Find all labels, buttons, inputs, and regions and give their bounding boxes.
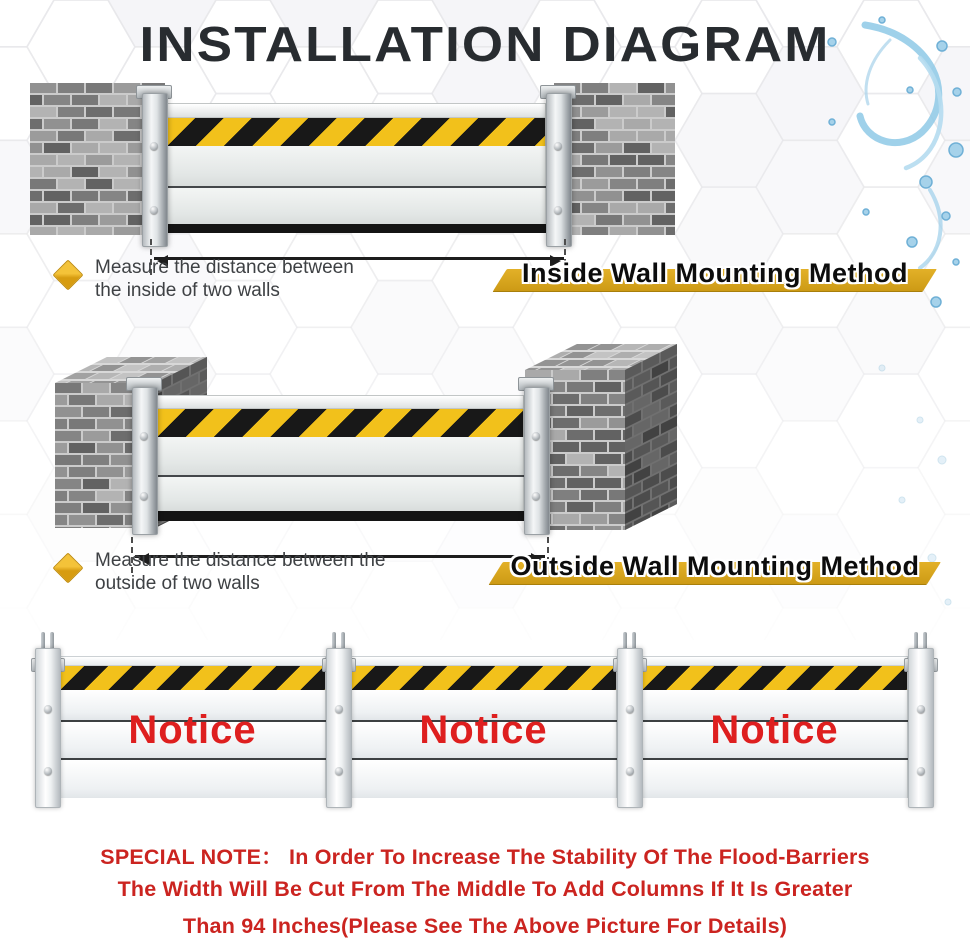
inside-method-label: Inside Wall Mounting Method xyxy=(522,258,908,288)
notice-label: Notice xyxy=(128,708,257,752)
notice-label: Notice xyxy=(419,708,548,752)
barrier-post xyxy=(908,648,934,808)
barrier-board xyxy=(156,437,524,475)
brick-wall-right xyxy=(554,83,675,235)
barrier-post xyxy=(35,648,61,808)
notice-panel xyxy=(350,656,617,796)
barrier-board xyxy=(156,477,524,511)
mounting-post-left xyxy=(132,387,158,535)
notice-panel xyxy=(59,656,326,796)
barrier-board xyxy=(166,188,546,224)
outside-measure-caption: Measure the distance between the outside of two walls xyxy=(95,550,386,594)
hazard-stripe xyxy=(156,409,524,437)
hazard-stripe xyxy=(166,118,546,146)
flood-barrier-panel xyxy=(156,395,524,521)
notice-label: Notice xyxy=(710,708,839,752)
special-note-line3: Than 94 Inches(Please See The Above Picture For Details) xyxy=(182,914,788,938)
barrier-top-rail xyxy=(156,395,524,409)
barrier-board xyxy=(166,146,546,186)
water-splash-icon xyxy=(770,0,970,630)
barrier-post xyxy=(326,648,352,808)
barrier-top-rail xyxy=(166,103,546,118)
inside-measure-caption: Measure the distance between the inside of two walls xyxy=(95,257,354,301)
special-note-line1: SPECIAL NOTE： In Order To Increase The Stability Of The Flood-Barriers xyxy=(100,845,870,869)
flood-barrier-row xyxy=(35,612,932,824)
hazard-stripe xyxy=(59,666,326,690)
rubber-seal xyxy=(156,511,524,521)
special-note-line2: The Width Will Be Cut From The Middle To Add Columns If It Is Greater xyxy=(117,877,853,901)
page-title: INSTALLATION DIAGRAM xyxy=(139,18,831,72)
mounting-post-left xyxy=(142,93,168,247)
barrier-post xyxy=(617,648,643,808)
rubber-seal xyxy=(166,224,546,233)
flood-barrier-panel xyxy=(166,103,546,233)
outside-method-label: Outside Wall Mounting Method xyxy=(510,551,920,581)
notice-panel xyxy=(641,656,908,796)
hazard-stripe xyxy=(641,666,908,690)
hazard-stripe xyxy=(350,666,617,690)
mounting-post-right xyxy=(546,93,572,247)
mounting-post-right xyxy=(524,387,550,535)
